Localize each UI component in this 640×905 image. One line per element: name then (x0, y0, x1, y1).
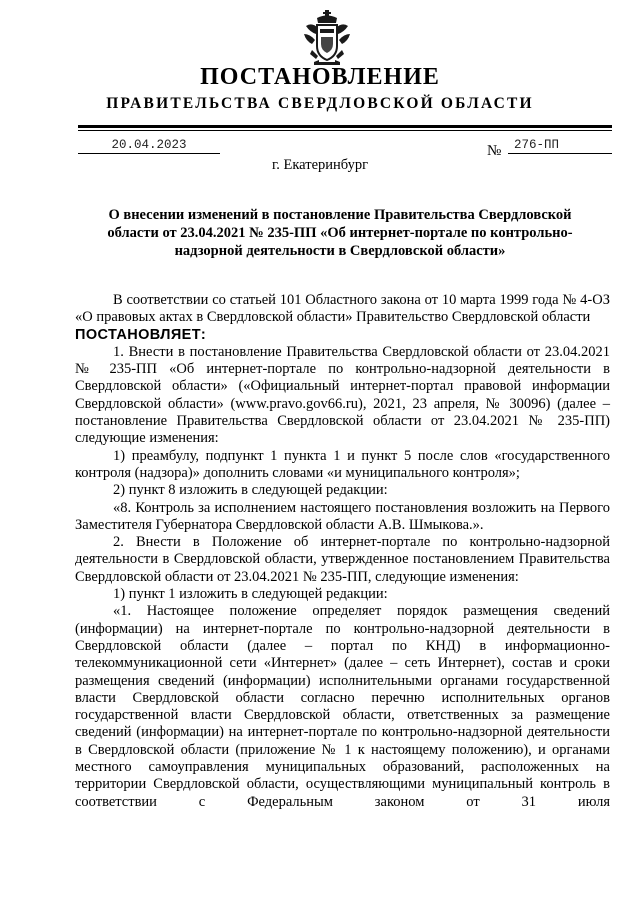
document-city: г. Екатеринбург (271, 157, 369, 173)
resolve-word: ПОСТАНОВЛЯЕТ: (75, 326, 207, 343)
header-divider-thin (78, 130, 612, 131)
paragraph-subitem-1-2: 2) пункт 8 изложить в следующей редакции: (113, 482, 388, 499)
paragraph-quote-8: «8. Контроль за исполнением настоящего постановления возложить на Первого Заместителя Губернатора Свердловской области А.В. Шмыкова.». (75, 499, 610, 533)
document-date: 20.04.2023 (78, 138, 220, 154)
document-body (75, 292, 610, 811)
paragraph-item-1: 1. Внести в постановление Правительства Свердловской области от 23.04.2021 № 235-ПП «Об интернет-портале по контрольно-надзорной деятельности в Свердловской области» («Официальный интернет-портал правовой информации Свердловской области» (www.pravo.gov66.ru), 2021, 23 апреля, № 30096) (далее – постановление Правительства Свердловской области от 23.04.2021 № 235-ПП) следующие изменения: (75, 343, 610, 447)
document-title: ПОСТАНОВЛЕНИЕ (200, 64, 440, 90)
document-number: 276-ПП (508, 138, 612, 154)
paragraph-subitem-1-1: 1) преамбулу, подпункт 1 пункта 1 и пункт 5 после слов «государственного контроля (надзора)» дополнить словами «и муниципального контроля»; (75, 447, 610, 481)
document-subtitle: ПРАВИТЕЛЬСТВА СВЕРДЛОВСКОЙ ОБЛАСТИ (106, 95, 534, 112)
paragraph-quote-1: «1. Настоящее положение определяет порядок размещения сведений (информации) на интернет-портале по контрольно-надзорной деятельности в Свердловской области (далее – портал по КНД) в информационно-телекоммуникационной сети «Интернет» (далее – сеть Интернет), состав и сроки размещения сведений (информации) исполнительными органами государственной власти Свердловской области согласно перечню исполнительных органов государственной власти Свердловской области, ответственных за размещение сведений (информации) на интернет-портале по контрольно-надзорной деятельности в Свердловской области (приложение № 1 к настоящему положению), и органами местного самоуправления муниципальных образований, расположенных на территории Свердловской области, осуществляющими муниципальный контроль в соответствии с Федеральным законом от 31 июля (75, 603, 610, 810)
number-sign: № (487, 143, 502, 159)
header-divider (78, 125, 612, 128)
document-heading: О внесении изменений в постановление Правительства Свердловской области от 23.04.2021 № 235-ПП «Об интернет-портале по контрольно-надзорной деятельности в Свердловской области» (107, 207, 573, 259)
paragraph-preamble: В соответствии со статьей 101 Областного закона от 10 марта 1999 года № 4-ОЗ «О правовых актах в Свердловской области» Правительство Свердловской области (75, 292, 610, 326)
paragraph-item-2: 2. Внести в Положение об интернет-портале по контрольно-надзорной деятельности в Свердловской области, утвержденное постановлением Правительства Свердловской области от 23.04.2021 № 235-ПП, следующие изменения: (75, 534, 610, 585)
paragraph-subitem-2-1: 1) пункт 1 изложить в следующей редакции: (113, 586, 388, 603)
coat-of-arms-emblem (302, 10, 352, 68)
